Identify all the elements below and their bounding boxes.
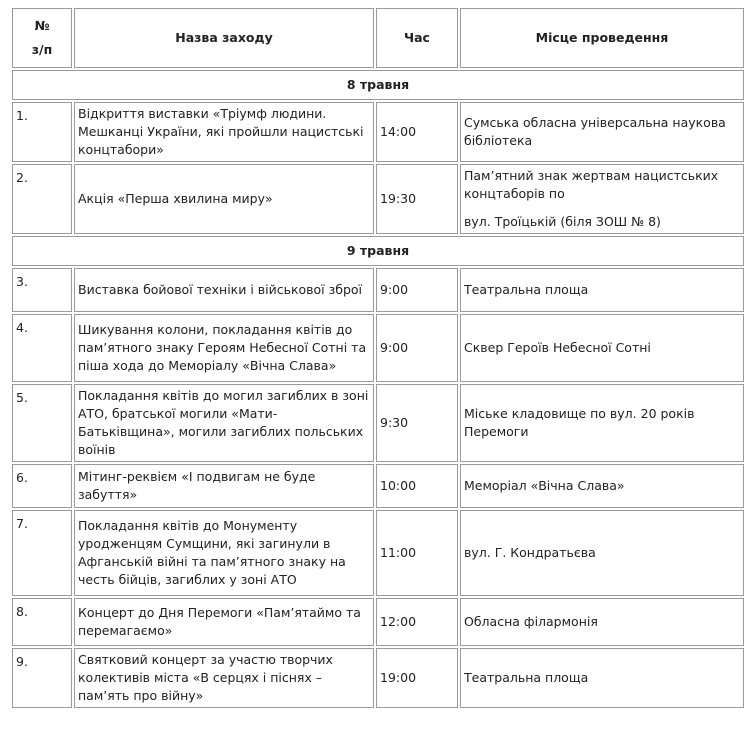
event-place	[460, 102, 744, 162]
event-number: 5.	[12, 384, 72, 462]
header-place: Місце проведення	[460, 8, 744, 68]
event-place	[460, 384, 744, 462]
event-place-line: Театральна площа	[464, 670, 589, 685]
header-row	[12, 8, 744, 68]
event-place	[460, 464, 744, 508]
event-place-line: Міське кладовище по вул. 20 років Перемоги	[464, 406, 695, 439]
event-place	[460, 598, 744, 646]
event-place-line: вул. Г. Кондратьєва	[464, 545, 596, 560]
event-number: 7.	[12, 510, 72, 596]
header-time: Час	[376, 8, 458, 68]
event-name: Покладання квітів до могил загиблих в зоні АТО, братської могили «Мати-Батьківщина», могили загиблих польських воїнів	[74, 384, 374, 462]
table-row	[12, 314, 744, 382]
event-number: 4.	[12, 314, 72, 382]
table-row	[12, 384, 744, 462]
event-name: Концерт до Дня Перемоги «Пам’ятаймо та перемагаємо»	[74, 598, 374, 646]
event-place	[460, 164, 744, 234]
event-number: 1.	[12, 102, 72, 162]
table-row	[12, 102, 744, 162]
event-time: 14:00	[376, 102, 458, 162]
event-number: 3.	[12, 268, 72, 312]
table-row	[12, 648, 744, 708]
events-body	[12, 70, 744, 708]
section-date: 9 травня	[12, 236, 744, 266]
event-name: Покладання квітів до Монументу уродженцям Сумщини, які загинули в Афганській війні та пам’ятного знаку на честь бійців, загиблих у зоні АТО	[74, 510, 374, 596]
header-name: Назва заходу	[74, 8, 374, 68]
event-place-line: Театральна площа	[464, 282, 589, 297]
event-place	[460, 648, 744, 708]
table-row	[12, 510, 744, 596]
event-number: 8.	[12, 598, 72, 646]
event-place-line: Обласна філармонія	[464, 614, 598, 629]
event-name: Шикування колони, покладання квітів до пам’ятного знаку Героям Небесної Сотні та піша хода до Меморіалу «Вічна Слава»	[74, 314, 374, 382]
event-time: 12:00	[376, 598, 458, 646]
event-number: 6.	[12, 464, 72, 508]
event-name: Акція «Перша хвилина миру»	[74, 164, 374, 234]
event-time: 10:00	[376, 464, 458, 508]
event-name: Святковий концерт за участю творчих колективів міста «В серцях і піснях – пам’ять про війну»	[74, 648, 374, 708]
event-place-line: Пам’ятний знак жертвам нацистських концтаборів по	[464, 168, 719, 201]
events-table-container	[10, 6, 746, 710]
event-time: 19:00	[376, 648, 458, 708]
event-time: 9:30	[376, 384, 458, 462]
event-name: Виставка бойової техніки і військової зброї	[74, 268, 374, 312]
header-number-line1: №	[34, 18, 50, 33]
event-place	[460, 510, 744, 596]
event-time: 19:30	[376, 164, 458, 234]
event-time: 9:00	[376, 268, 458, 312]
table-row	[12, 598, 744, 646]
header-number-line2: з/п	[31, 42, 53, 57]
event-place-line: Меморіал «Вічна Слава»	[464, 478, 625, 493]
event-time: 11:00	[376, 510, 458, 596]
section-date: 8 травня	[12, 70, 744, 100]
header-number	[12, 8, 72, 68]
events-table	[10, 6, 746, 710]
event-place-line: Сквер Героїв Небесної Сотні	[464, 340, 651, 355]
event-place-line: вул. Троїцькій (біля ЗОШ № 8)	[464, 214, 661, 229]
table-row	[12, 164, 744, 234]
event-name: Мітинг-реквієм «І подвигам не буде забуття»	[74, 464, 374, 508]
table-row	[12, 464, 744, 508]
event-place	[460, 268, 744, 312]
table-row	[12, 268, 744, 312]
section-row	[12, 70, 744, 100]
event-place-line: Сумська обласна універсальна наукова бібліотека	[464, 115, 726, 148]
event-place	[460, 314, 744, 382]
event-number: 2.	[12, 164, 72, 234]
section-row	[12, 236, 744, 266]
event-time: 9:00	[376, 314, 458, 382]
event-number: 9.	[12, 648, 72, 708]
event-name: Відкриття виставки «Тріумф людини. Мешканці України, які пройшли нацистські концтабори»	[74, 102, 374, 162]
